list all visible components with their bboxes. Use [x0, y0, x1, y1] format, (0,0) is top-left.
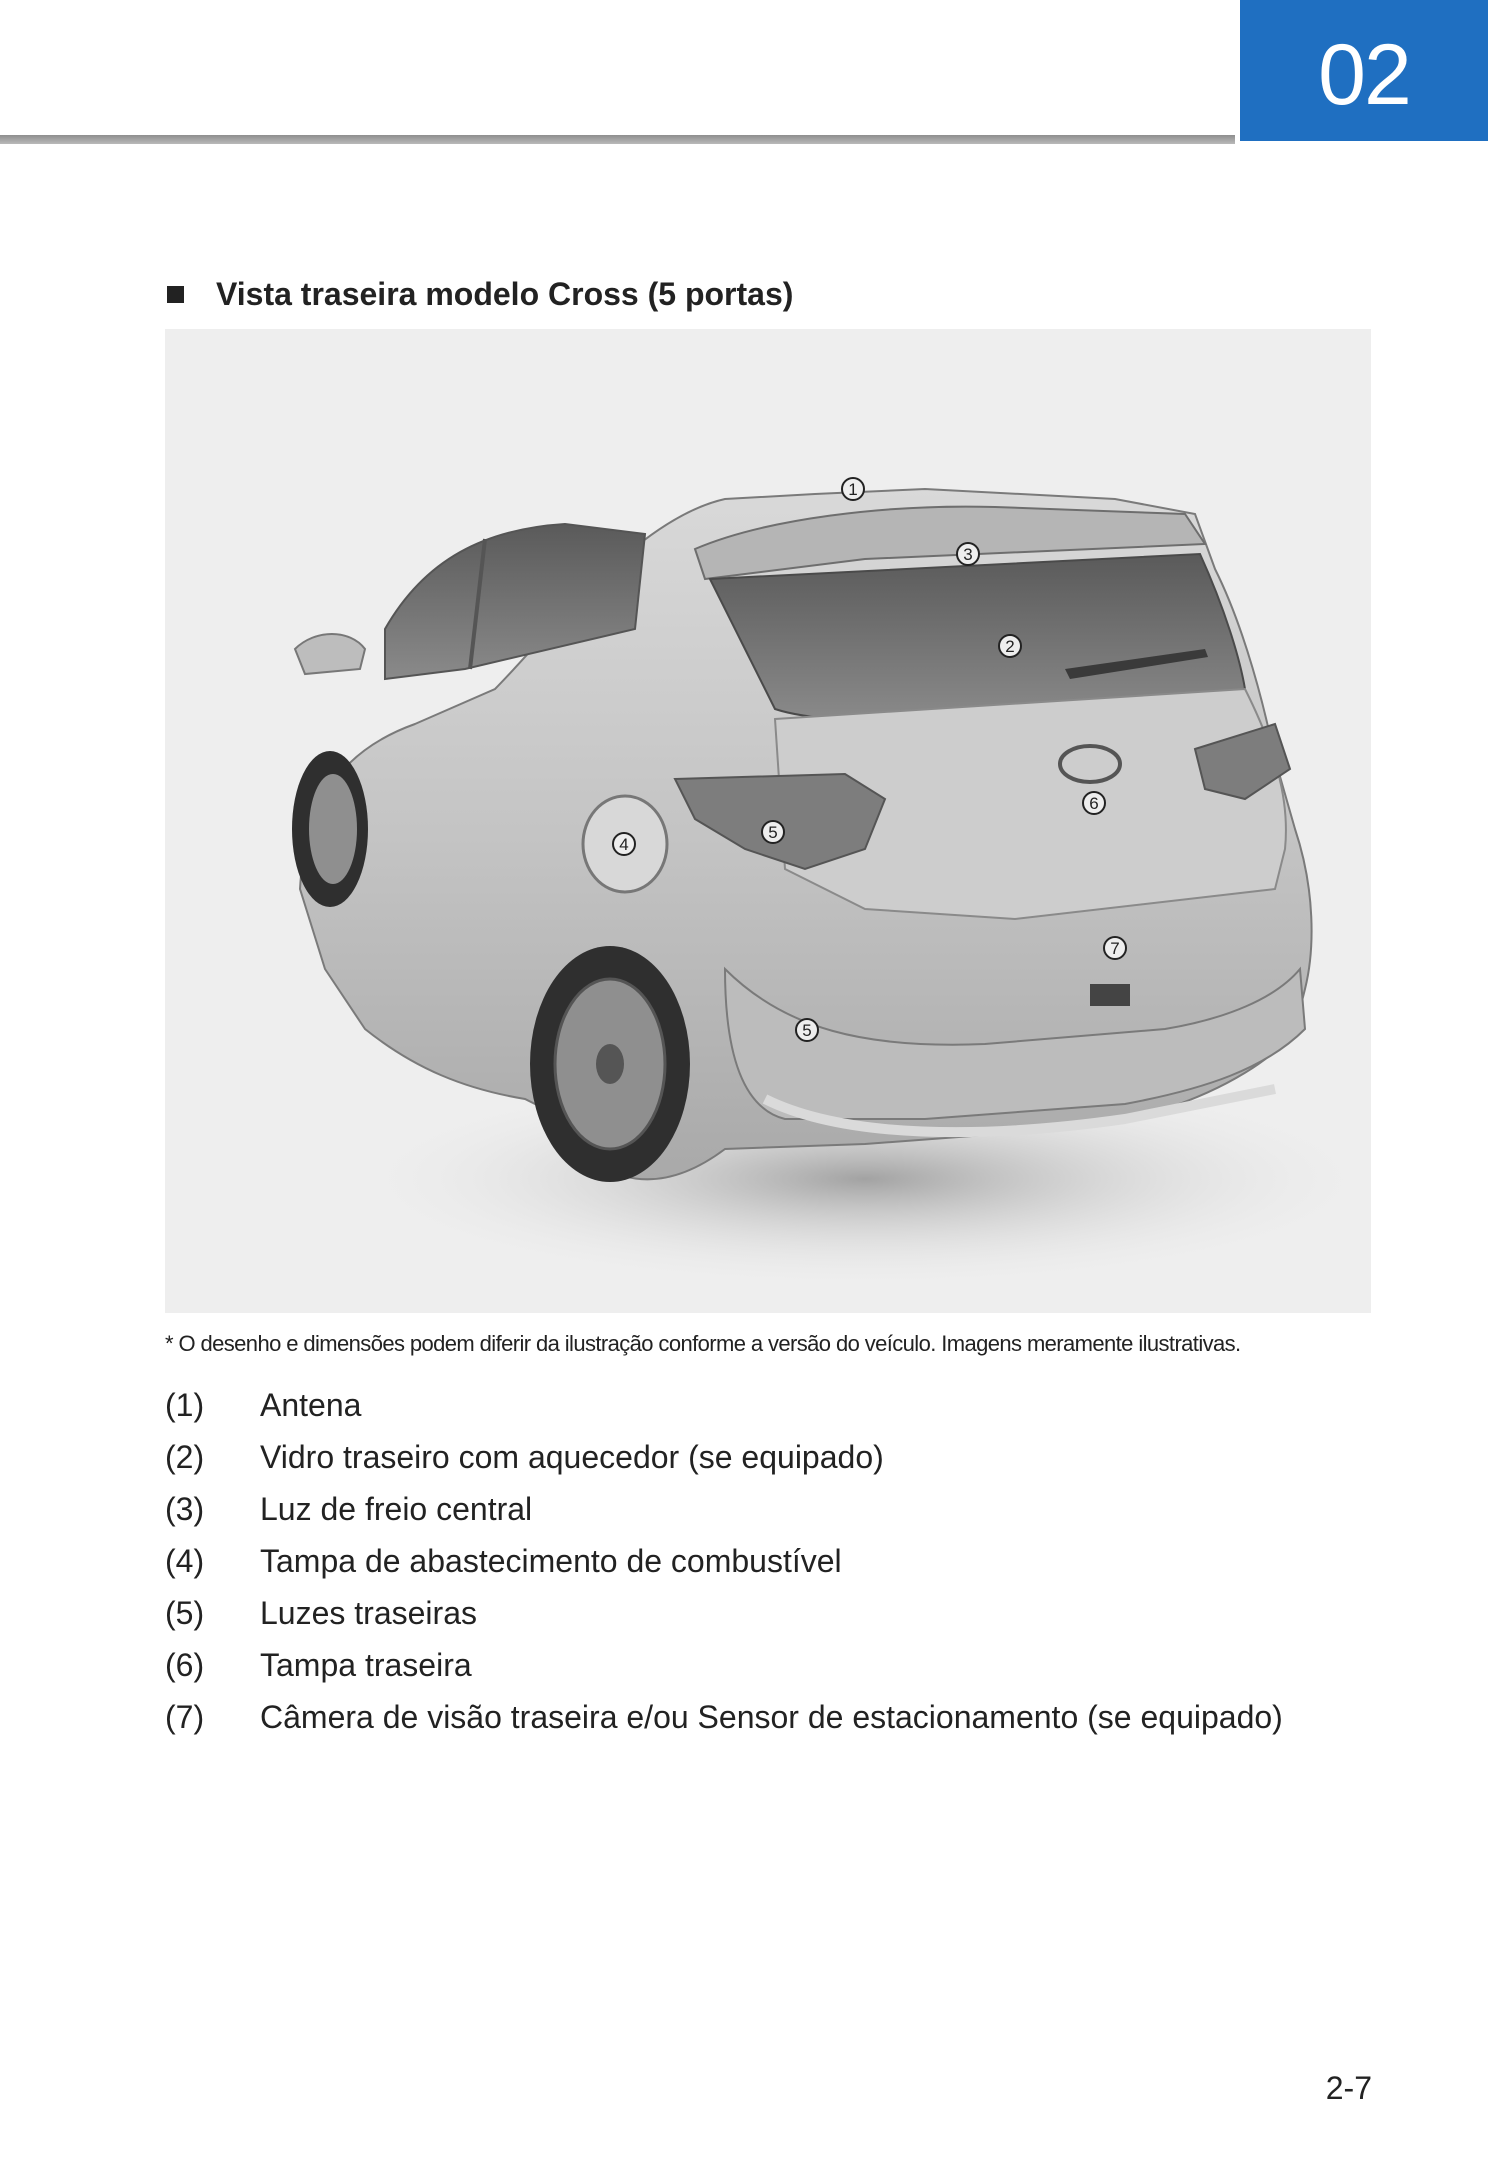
list-item: (6) Tampa traseira [165, 1647, 472, 1683]
callout-6 [1083, 792, 1105, 814]
section-title: Vista traseira modelo Cross (5 portas) [216, 276, 794, 312]
list-item: (5) Luzes traseiras [165, 1595, 477, 1631]
callout-7 [1104, 937, 1126, 959]
svg-text:3: 3 [963, 545, 973, 564]
page-number: 2-7 [1325, 2070, 1372, 2106]
callout-1 [842, 478, 864, 500]
list-item: (3) Luz de freio central [165, 1491, 533, 1527]
svg-text:1: 1 [848, 480, 858, 499]
callout-2 [999, 635, 1021, 657]
chapter-number: 02 [1318, 27, 1410, 123]
component-list [165, 1383, 1283, 1747]
footnote: * O desenho e dimensões podem diferir da ilustração conforme a versão do veículo. Imagens meramente ilustrativas. [165, 1331, 1241, 1356]
list-item: (1) Antena [165, 1387, 362, 1423]
chapter-tab [1240, 0, 1488, 141]
list-item: (2) Vidro traseiro com aquecedor (se equipado) [165, 1439, 884, 1475]
svg-text:5: 5 [768, 823, 778, 842]
svg-text:6: 6 [1089, 794, 1099, 813]
callout-5-upper [762, 821, 784, 843]
side-mirror [295, 634, 365, 674]
callout-3 [957, 543, 979, 565]
svg-text:7: 7 [1110, 939, 1120, 958]
svg-text:2: 2 [1005, 637, 1015, 656]
square-bullet-icon [167, 286, 184, 303]
header-rule [0, 135, 1235, 144]
svg-text:5: 5 [802, 1021, 812, 1040]
car-drawing [165, 329, 1371, 1313]
callout-4 [613, 833, 635, 855]
camera-housing [1090, 984, 1130, 1006]
list-item: (7) Câmera de visão traseira e/ou Sensor de estacionamento (se equipado) [165, 1699, 1283, 1735]
section-heading [167, 276, 793, 313]
svg-text:4: 4 [619, 835, 629, 854]
callout-5-lower [796, 1019, 818, 1041]
list-item: (4) Tampa de abastecimento de combustível [165, 1543, 842, 1579]
car-rear-view-illustration [165, 329, 1371, 1313]
